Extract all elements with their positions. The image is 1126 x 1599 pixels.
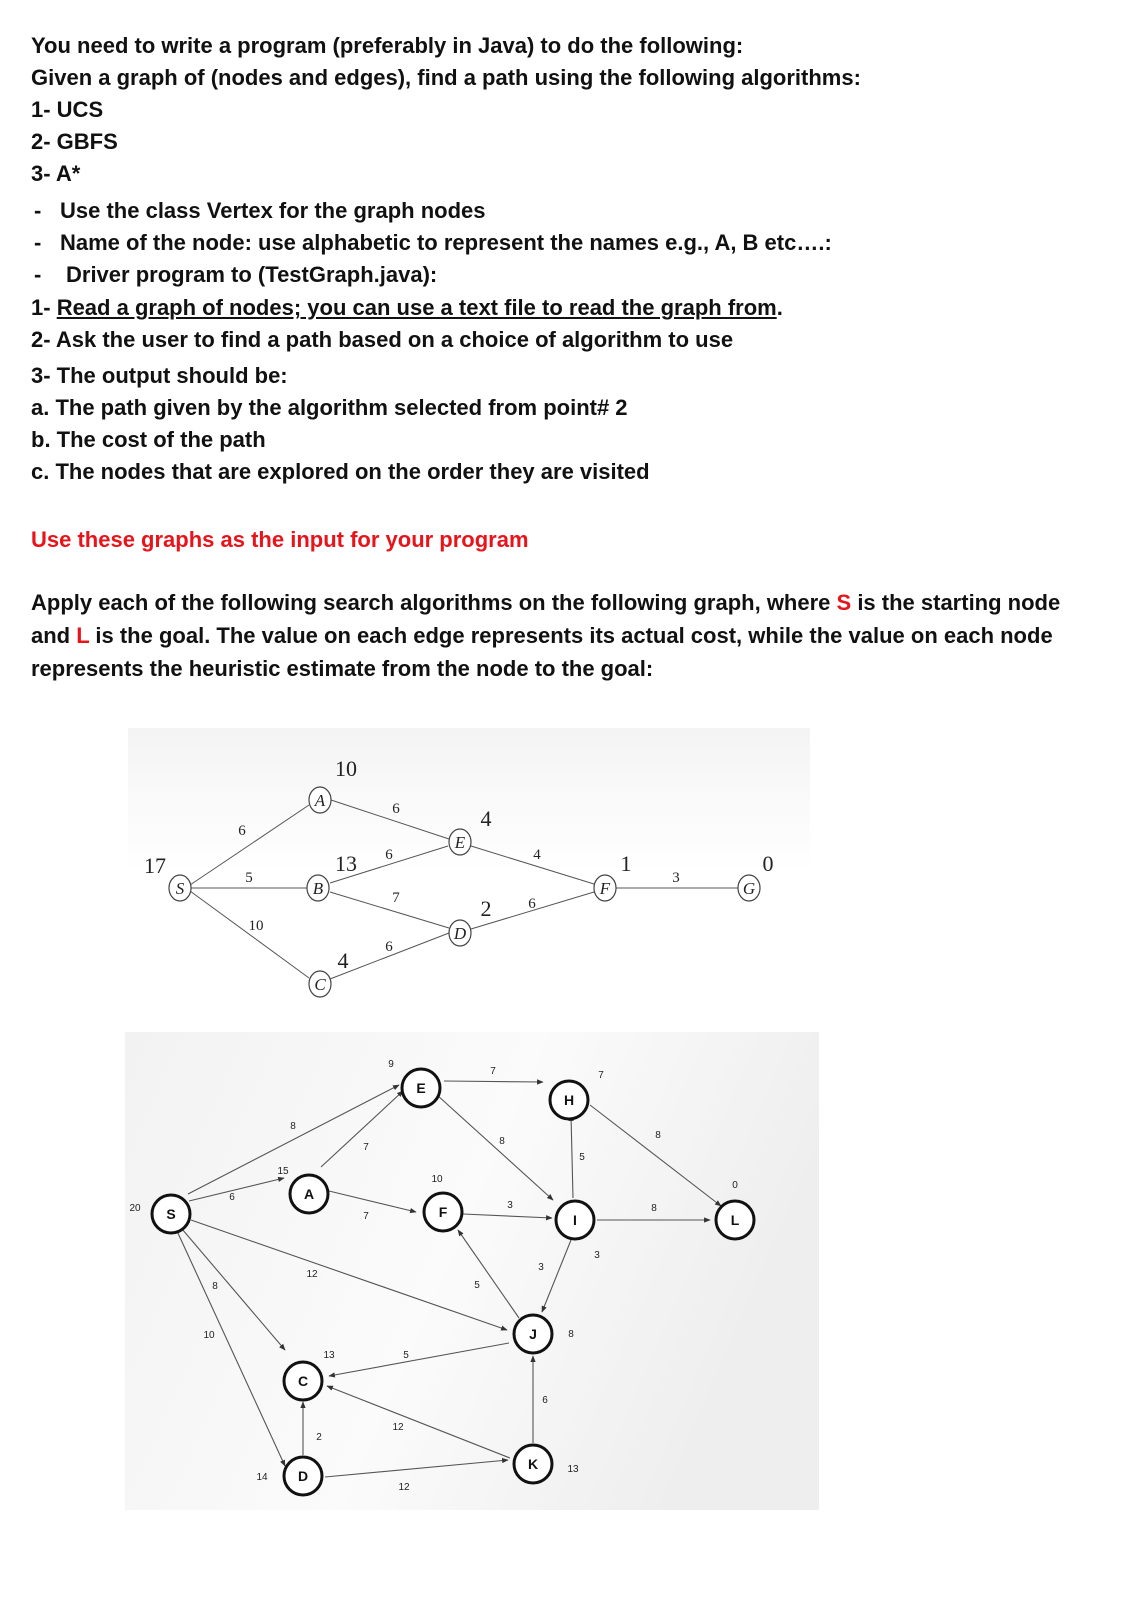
g2-node-C: C	[297, 1373, 309, 1389]
g2-cost-KJ: 6	[542, 1395, 548, 1406]
intro-line-1: You need to write a program (preferably in Java) to do the following:	[31, 33, 744, 58]
bullet-dash-2: -	[34, 230, 42, 255]
g2-cost-SA: 6	[229, 1192, 235, 1203]
g2-heuristic-H: 7	[598, 1070, 604, 1081]
g1-cost-CD: 6	[385, 939, 393, 955]
g2-node-K: K	[527, 1456, 539, 1472]
g1-cost-DF: 6	[528, 896, 536, 912]
g2-heuristic-D: 14	[256, 1472, 268, 1483]
step-3: 3- The output should be:	[31, 363, 288, 388]
graph-1	[128, 728, 810, 1020]
bullet-1: Use the class Vertex for the graph nodes	[60, 198, 486, 223]
bullet-3: Driver program to (TestGraph.java):	[66, 262, 438, 287]
g1-node-E: E	[454, 833, 466, 852]
step-1-prefix: 1-	[31, 295, 57, 320]
g2-heuristic-C: 13	[323, 1350, 335, 1361]
red-heading: Use these graphs as the input for your program	[31, 527, 529, 552]
g2-cost-DC: 2	[316, 1432, 322, 1443]
g2-cost-EH: 7	[490, 1066, 496, 1077]
g2-node-H: H	[563, 1092, 575, 1108]
g2-cost-JC: 5	[403, 1350, 409, 1361]
g1-heuristic-D: 2	[480, 896, 492, 921]
g1-node-B: B	[312, 879, 324, 898]
g1-node-G: G	[742, 879, 756, 898]
g2-cost-AE: 7	[363, 1142, 369, 1153]
g2-heuristic-I: 3	[594, 1250, 600, 1261]
algorithm-2: 2- GBFS	[31, 129, 118, 154]
g2-node-J: J	[529, 1326, 537, 1342]
g2-cost-IJ: 3	[538, 1262, 544, 1273]
g2-cost-IH: 5	[579, 1152, 585, 1163]
bullet-2: Name of the node: use alphabetic to represent the names e.g., A, B etc….:	[60, 230, 832, 255]
algorithm-1: 1- UCS	[31, 97, 104, 122]
g2-heuristic-J: 8	[568, 1329, 574, 1340]
step-2: 2- Ask the user to find a path based on a choice of algorithm to use	[31, 327, 734, 352]
apply-text-3: is the goal. The value on each edge represents its actual cost, while the value on each node represents the heuristic estimate from the node to the goal:	[31, 623, 1053, 681]
g1-cost-SC: 10	[248, 918, 264, 934]
g2-cost-SJ: 12	[306, 1269, 318, 1280]
step-1-suffix: .	[776, 295, 783, 320]
start-node-highlight: S	[836, 590, 852, 615]
g1-heuristic-E: 4	[480, 806, 492, 831]
g2-node-F: F	[438, 1204, 448, 1220]
g1-cost-EF: 4	[533, 847, 541, 863]
g2-cost-FI: 3	[507, 1200, 513, 1211]
g2-cost-SD: 10	[203, 1330, 215, 1341]
g2-heuristic-A: 15	[277, 1166, 289, 1177]
g2-cost-AF: 7	[363, 1211, 369, 1222]
apply-text-2: is the starting node and	[31, 590, 1061, 648]
g1-cost-AE: 6	[392, 801, 400, 817]
g1-heuristic-G: 0	[762, 851, 774, 876]
g1-node-C: C	[314, 975, 326, 994]
g2-node-A: A	[303, 1186, 315, 1202]
g1-cost-BE: 6	[385, 847, 393, 863]
g2-heuristic-L: 0	[732, 1180, 738, 1191]
g2-cost-DK: 12	[398, 1482, 410, 1493]
g2-cost-EI: 8	[499, 1136, 505, 1147]
g2-heuristic-E: 9	[388, 1059, 394, 1070]
goal-node-highlight: L	[76, 623, 90, 648]
graph-2	[125, 1032, 819, 1510]
g2-cost-SE: 8	[290, 1121, 296, 1132]
bullet-dash-3: -	[34, 262, 42, 287]
g1-node-F: F	[599, 879, 611, 898]
g2-cost-HL: 8	[655, 1130, 661, 1141]
g2-cost-JF: 5	[474, 1280, 480, 1291]
output-a: a. The path given by the algorithm selected from point# 2	[31, 395, 628, 420]
g2-node-I: I	[573, 1212, 577, 1228]
apply-paragraph	[31, 586, 1091, 685]
g2-heuristic-F: 10	[431, 1174, 443, 1185]
step-1-underlined: Read a graph of nodes; you can use a text file to read the graph from	[56, 295, 777, 320]
step-1	[31, 293, 783, 323]
g2-cost-IL: 8	[651, 1203, 657, 1214]
algorithm-3: 3- A*	[31, 161, 81, 186]
output-c: c. The nodes that are explored on the order they are visited	[31, 459, 650, 484]
g1-heuristic-A: 10	[335, 756, 357, 781]
g2-cost-CK: 12	[392, 1422, 404, 1433]
g2-node-S: S	[166, 1206, 176, 1222]
g2-heuristic-K: 13	[567, 1464, 579, 1475]
g1-heuristic-F: 1	[620, 851, 632, 876]
g2-heuristic-S: 20	[129, 1203, 141, 1214]
intro-line-2: Given a graph of (nodes and edges), find a path using the following algorithms:	[31, 65, 861, 90]
g1-cost-SB: 5	[245, 870, 253, 886]
g2-node-E: E	[416, 1080, 426, 1096]
g2-node-D: D	[297, 1468, 309, 1484]
g1-cost-BD: 7	[392, 890, 400, 906]
g2-node-L: L	[730, 1212, 740, 1228]
g1-heuristic-C: 4	[337, 948, 349, 973]
g1-node-A: A	[314, 791, 326, 810]
g1-cost-FG: 3	[672, 870, 680, 886]
g1-heuristic-S: 17	[144, 853, 166, 878]
g2-cost-SC: 8	[212, 1281, 218, 1292]
g1-cost-SA: 6	[238, 823, 246, 839]
g1-node-D: D	[453, 924, 467, 943]
apply-text-1: Apply each of the following search algorithms on the following graph, where	[31, 590, 837, 615]
bullet-dash-1: -	[34, 198, 42, 223]
output-b: b. The cost of the path	[31, 427, 266, 452]
g1-heuristic-B: 13	[335, 851, 357, 876]
g1-node-S: S	[175, 879, 185, 898]
